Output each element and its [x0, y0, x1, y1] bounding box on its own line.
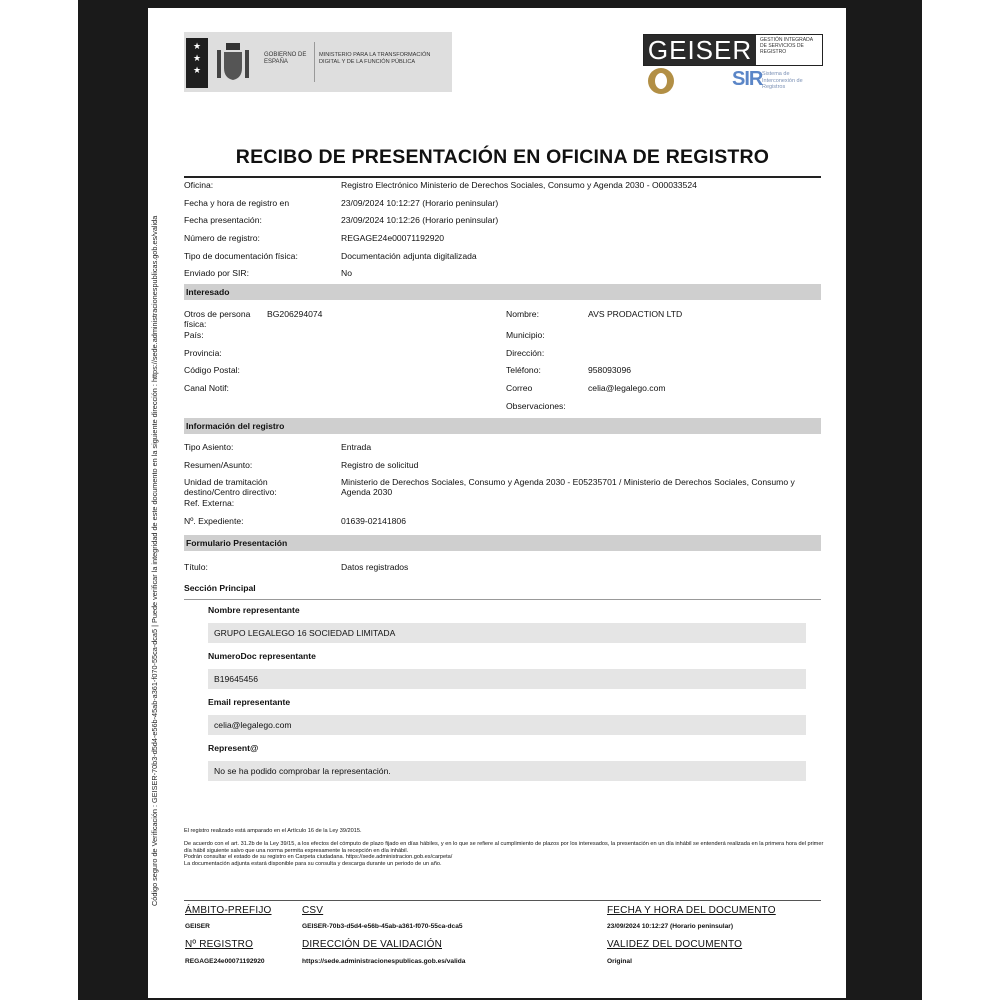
field-label: NumeroDoc representante [208, 651, 316, 661]
numero-registro-value: REGAGE24e00071192920 [341, 233, 445, 243]
page-title: RECIBO DE PRESENTACIÓN EN OFICINA DE REGISTRO [235, 146, 770, 168]
nombre-label: Nombre: [506, 309, 539, 319]
expediente-value: 01639-02141806 [341, 516, 406, 526]
telefono-value: 958093096 [588, 365, 632, 375]
field-value-box: B19645456 [208, 669, 806, 689]
ambito-value: GEISER [185, 923, 210, 930]
otros-persona-value: BG206294074 [267, 309, 323, 319]
unidad-tramitacion-label: Unidad de tramitación destino/Centro directivo: [184, 477, 277, 497]
logo-separator [314, 42, 315, 82]
correo-value: celia@legalego.com [588, 383, 666, 393]
legal-note-4: La documentación adjunta estará disponible para su consulta y descarga durante un periodo de un año. [184, 861, 442, 867]
fecha-documento-heading: FECHA Y HORA DEL DOCUMENTO [607, 905, 776, 916]
fecha-documento-value: 23/09/2024 10:12:27 (Horario peninsular) [607, 923, 734, 930]
field-label: Email representante [208, 697, 291, 707]
numero-registro-label: Número de registro: [184, 233, 260, 243]
ref-externa-label: Ref. Externa: [184, 498, 235, 508]
numero-registro-heading: Nº REGISTRO [185, 939, 254, 950]
enviado-sir-value: No [341, 268, 352, 278]
numero-registro-footer-value: REGAGE24e00071192920 [185, 958, 265, 965]
fecha-registro-value: 23/09/2024 10:12:27 (Horario peninsular) [341, 198, 499, 208]
ambito-heading: ÁMBITO-PREFIJO [185, 905, 272, 916]
tipo-documentacion-label: Tipo de documentación física: [184, 251, 298, 261]
legal-note-1: El registro realizado está amparado en el Artículo 16 de la Ley 39/2015. [184, 828, 362, 834]
csv-heading: CSV [302, 905, 324, 916]
csv-value: GEISER-70b3-d5d4-e56b-45ab-a361-f070-55ca-dca5 [302, 923, 463, 930]
unidad-tramitacion-value: Ministerio de Derechos Sociales, Consumo y Agenda 2030 - E05235701 / Ministerio de Derechos Sociales, Consumo y Agenda 2030 [341, 477, 795, 497]
canal-notif-label: Canal Notif: [184, 383, 229, 393]
ministry-name: MINISTERIO PARA LA TRANSFORMACIÓN DIGITAL Y DE LA FUNCIÓN PÚBLICA [319, 52, 431, 65]
tipo-documentacion-value: Documentación adjunta digitalizada [341, 251, 477, 261]
field-value-box: GRUPO LEGALEGO 16 SOCIEDAD LIMITADA [208, 623, 806, 643]
resumen-value: Registro de solicitud [341, 460, 419, 470]
nombre-value: AVS PRODACTION LTD [588, 309, 683, 319]
fecha-presentacion-label: Fecha presentación: [184, 215, 262, 225]
left-margin [0, 0, 78, 1000]
telefono-label: Teléfono: [506, 365, 541, 375]
legal-note-2: De acuerdo con el art. 31.2b de la Ley 39/15, a los efectos del cómputo de plazo fijado en días hábiles, y en lo que se refiere al cumplimiento de plazos por los interesados, la presentación en un día inhábil se entenderá realizada en la primera hora del primer día hábil siguiente salvo que una norma permita expresamente la recepción en día inhábil. [184, 841, 824, 854]
legal-note-3: Podrán consultar el estado de su registro en Carpeta ciudadana. https://sede.administracion.gob.es/carpeta/ [184, 854, 453, 860]
seccion-principal-heading: Sección Principal [184, 583, 256, 593]
fecha-presentacion-value: 23/09/2024 10:12:26 (Horario peninsular) [341, 215, 499, 225]
resumen-label: Resumen/Asunto: [184, 460, 253, 470]
oficina-value: Registro Electrónico Ministerio de Derechos Sociales, Consumo y Agenda 2030 - O00033524 [341, 180, 697, 190]
geiser-logo-text: GEISER [644, 35, 756, 65]
fecha-registro-label: Fecha y hora de registro en [184, 198, 290, 208]
observaciones-label: Observaciones: [506, 401, 566, 411]
geiser-logo [643, 34, 823, 66]
oficina-label: Oficina: [184, 180, 214, 190]
field-label: Represent@ [208, 743, 259, 753]
field-value-box: No se ha podido comprobar la representación. [208, 761, 806, 781]
field-label: Nombre representante [208, 605, 300, 615]
footer-divider [184, 900, 821, 901]
titulo-label: Título: [184, 562, 208, 572]
pais-label: País: [184, 330, 204, 340]
eu-flag-icon: ★ ★ ★ [186, 38, 208, 88]
correo-label: Correo [506, 383, 533, 393]
right-margin [922, 0, 1000, 1000]
registro-section-header: Información del registro [184, 418, 821, 434]
document-page [148, 8, 846, 998]
geiser-logo-subtitle: GESTIÓN INTEGRADA DE SERVICIOS DE REGISTRO [760, 37, 813, 55]
title-divider [184, 176, 821, 178]
sir-logo-subtitle: Sistema de Interconexión de Registros [762, 71, 803, 90]
codigo-postal-label: Código Postal: [184, 365, 240, 375]
verification-side-text: Código seguro de Verificación : GEISER-70b3-d5d4-e56b-45ab-a361-f070-55ca-dca5 | Puede verificar la integridad de este documento en la siguiente dirección : https://sede.administracionespublicas.gob.es/valida [150, 215, 159, 906]
validez-heading: VALIDEZ DEL DOCUMENTO [607, 939, 743, 950]
tipo-asiento-value: Entrada [341, 442, 372, 452]
direccion-validacion-heading: DIRECCIÓN DE VALIDACIÓN [302, 939, 442, 950]
registry-emblem-icon [648, 68, 674, 94]
government-name: GOBIERNO DE ESPAÑA [264, 52, 307, 65]
government-logo-block [184, 32, 452, 92]
interesado-section-header: Interesado [184, 284, 821, 300]
formulario-section-header: Formulario Presentación [184, 535, 821, 551]
provincia-label: Provincia: [184, 348, 222, 358]
sir-logo: SIR [732, 68, 763, 90]
expediente-label: Nº. Expediente: [184, 516, 244, 526]
titulo-value: Datos registrados [341, 562, 409, 572]
validez-value: Original [607, 958, 632, 965]
seccion-divider [184, 599, 821, 600]
direccion-validacion-link[interactable]: https://sede.administracionespublicas.gob.es/valida [302, 958, 466, 965]
tipo-asiento-label: Tipo Asiento: [184, 442, 234, 452]
coat-of-arms-icon [214, 40, 252, 84]
municipio-label: Municipio: [506, 330, 545, 340]
otros-persona-label: Otros de persona física: [184, 309, 251, 329]
enviado-sir-label: Enviado por SIR: [184, 268, 249, 278]
direccion-label: Dirección: [506, 348, 545, 358]
field-value-box: celia@legalego.com [208, 715, 806, 735]
